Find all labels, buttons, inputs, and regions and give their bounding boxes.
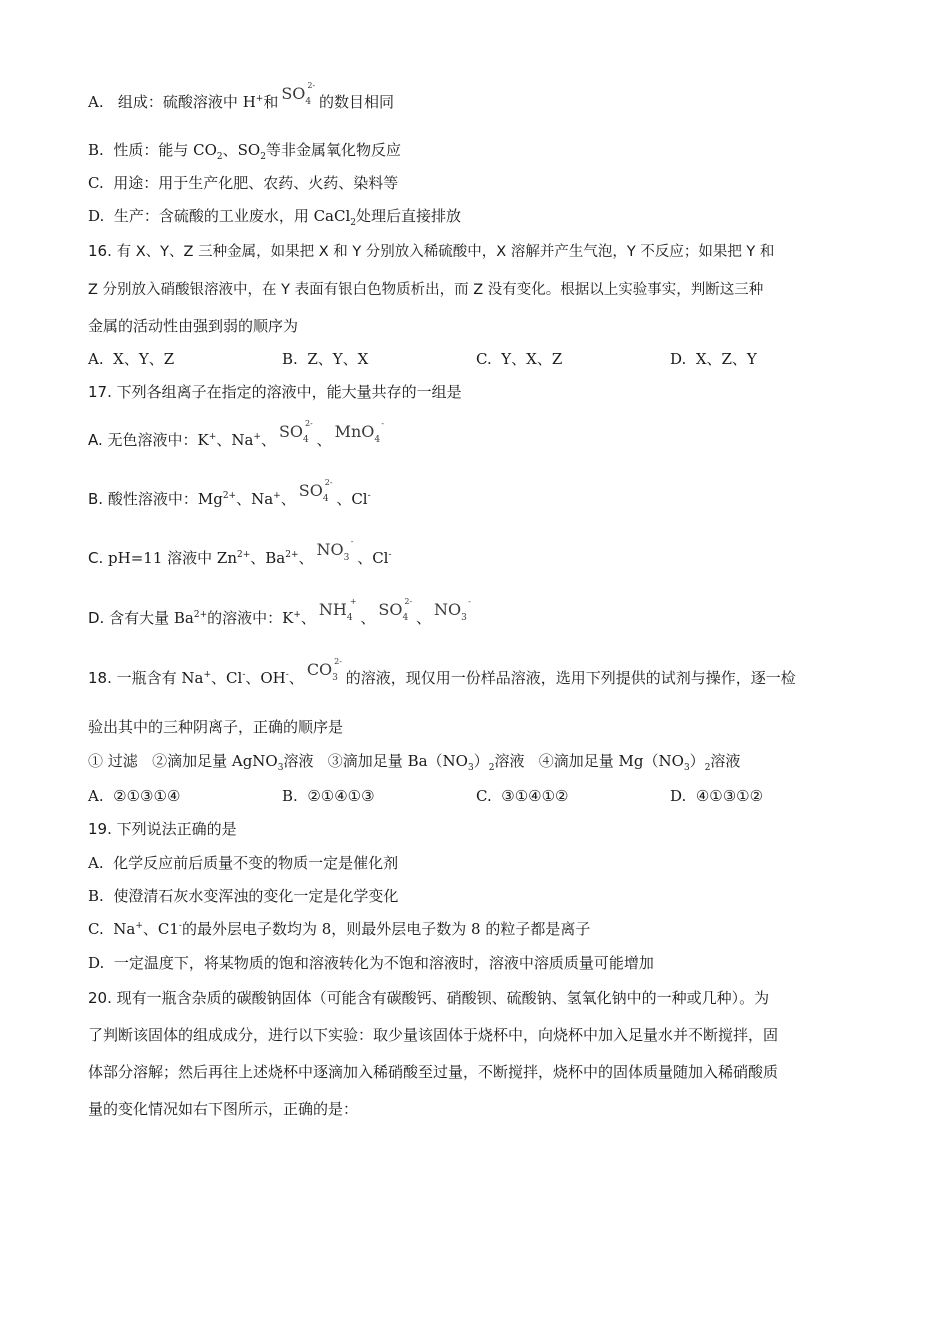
q19-option-c: C. Na+、C1-的最外层电子数均为 8，则最外层电子数为 8 的粒子都是离子 [88, 920, 591, 938]
q16-option-d: D. X、Z、Y [670, 350, 757, 368]
ion-so4: SO4 2- [378, 597, 413, 623]
q20-stem-line3: 体部分溶解；然后再往上述烧杯中逐滴加入稀硝酸至过量，不断搅拌，烧杯中的固体质量随加入稀硝酸质 [88, 1063, 779, 1081]
q15-option-d: D. 生产：含硫酸的工业废水，用 CaCl$_2$处理后直接排放 [88, 207, 462, 228]
ion-co3: CO3 2- [306, 657, 342, 683]
q16-stem-line1: 16. 有 X、Y、Z 三种金属，如果把 X 和 Y 分别放入稀硫酸中，X 溶解并产生气泡，Y 不反应；如果把 Y 和 [88, 242, 775, 260]
q20-stem-line1: 20. 现有一瓶含杂质的碳酸钠固体（可能含有碳酸钙、硝酸钡、硫酸钠、氢氧化钠中的一种或几种）。为 [88, 989, 770, 1007]
ion-nh4: NH4 + [318, 597, 357, 623]
q17-option-b: B. 酸性溶液中：$Mg^{2+}$、Na+、 SO4 2- 、Cl- [88, 489, 371, 512]
option-label: A. [88, 93, 104, 111]
q17-option-c: C. pH=11 溶液中 $Zn^{2+}$、$Ba^{2+}$、 NO3 - 、Cl- [88, 548, 392, 571]
q20-stem-line2: 了判断该固体的组成成分，进行以下实验：取少量该固体于烧杯中，向烧杯中加入足量水并不断搅拌，固 [88, 1026, 779, 1044]
q15-option-b: B. 性质：能与 $CO_2$、$SO_2$等非金属氧化物反应 [88, 141, 401, 162]
q15-option-c: C. 用途：用于生产化肥、农药、火药、染料等 [88, 174, 399, 192]
q19-option-a: A. 化学反应前后质量不变的物质一定是催化剂 [88, 854, 399, 872]
ion-so4: SO4 2- [298, 478, 333, 504]
q18-option-a: A. ②①③①④ [88, 787, 181, 805]
q16-option-a: A. X、Y、Z [88, 350, 175, 368]
q18-option-b: B. ②①④①③ [282, 787, 375, 805]
q20-stem-line4: 量的变化情况如右下图所示，正确的是： [88, 1100, 359, 1118]
ion-so4: SO4 2- [278, 419, 313, 445]
q19-option-d: D. 一定温度下，将某物质的饱和溶液转化为不饱和溶液时，溶液中溶质质量可能增加 [88, 954, 654, 972]
q16-stem-line3: 金属的活动性由强到弱的顺序为 [88, 317, 299, 335]
ion-no3: NO3 - [316, 537, 354, 563]
q18-option-c: C. ③①④①② [476, 787, 569, 805]
q18-stem-line2: 验出其中的三种阴离子，正确的顺序是 [88, 718, 344, 736]
q17-option-a: A. 无色溶液中：K+、Na+、 SO4 2- 、 MnO4 - [88, 430, 383, 453]
q19-stem: 19. 下列说法正确的是 [88, 820, 237, 838]
q16-option-c: C. Y、X、Z [476, 350, 563, 368]
ion-no3: NO3 - [434, 597, 471, 623]
q17-stem: 17. 下列各组离子在指定的溶液中，能大量共存的一组是 [88, 383, 462, 401]
q16-stem-line2: Z 分别放入硝酸银溶液中，在 Y 表面有银白色物质析出，而 Z 没有变化。根据以上实验事实，判断这三种 [88, 282, 764, 298]
ion-mno4: MnO4 - [334, 419, 385, 445]
q18-stem-line1: 18. 一瓶含有 Na+、Cl-、OH-、 CO3 2- 的溶液，现仅用一份样品溶液，选用下列提供的试剂与操作，逐一检 [88, 668, 796, 691]
question-number: 16. [88, 242, 112, 260]
ion-so4: SO4 2- [281, 81, 316, 107]
q15-option-a: A. 组成：硫酸溶液中 H+和 SO4 2- 的数目相同 [88, 92, 394, 115]
q17-option-d: D. 含有大量 $Ba^{2+}$的溶液中：K+、 NH4 + 、 SO4 2- 、 NO3 - [88, 608, 470, 631]
q19-option-b: B. 使澄清石灰水变浑浊的变化一定是化学变化 [88, 887, 399, 905]
q16-option-b: B. Z、Y、X [282, 350, 369, 368]
q18-operations: ① 过滤 ②滴加足量 AgNO$_3$溶液 ③滴加足量 $Ba(NO_3)_2$溶液 ④滴加足量 $Mg(NO_3)_2$溶液 [88, 752, 741, 773]
q18-option-d: D. ④①③①② [670, 787, 764, 805]
